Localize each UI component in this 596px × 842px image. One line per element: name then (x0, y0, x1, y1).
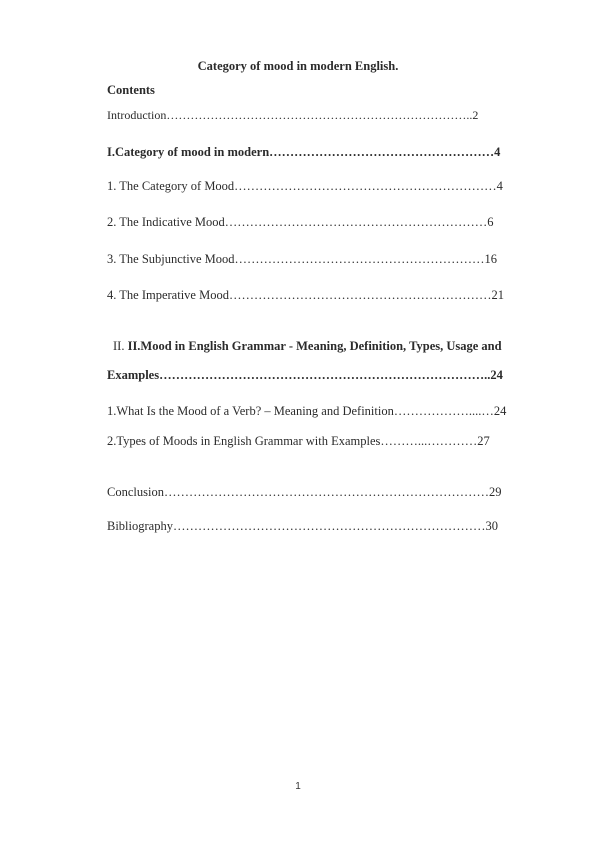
toc-entry-part-1: I.Category of mood in modern………………………………………………4 (107, 145, 501, 159)
toc-entry-mood-of-a-verb: 1.What Is the Mood of a Verb? – Meaning and Definition………………....…24 (107, 404, 507, 418)
toc-entry-imperative-mood: 4. The Imperative Mood………………………………………………………21 (107, 288, 504, 302)
toc-entry-bibliography: Bibliography…………………………………………………………………30 (107, 519, 498, 533)
toc-entry-introduction (107, 107, 478, 123)
page-number: 1 (295, 781, 301, 792)
toc-entry-part-2-continued: Examples……………………………………………………………………..24 (107, 368, 503, 382)
toc-entry-subjunctive-mood: 3. The Subjunctive Mood……………………………………………………16 (107, 252, 498, 266)
toc-entry-prefix: II. (113, 339, 128, 353)
toc-entry-indicative-mood: 2. The Indicative Mood………………………………………………………6 (107, 215, 494, 229)
document-title: Category of mood in modern English. (197, 59, 399, 73)
toc-entry-conclusion: Conclusion……………………………………………………………………29 (107, 485, 502, 499)
toc-entry-text: II.Mood in English Grammar - Meaning, Definition, Types, Usage and (127, 339, 502, 353)
contents-heading: Contents (107, 83, 155, 97)
toc-entry-types-of-moods: 2.Types of Moods in English Grammar with Examples………...…………27 (107, 434, 490, 448)
toc-entry-part-2 (113, 338, 502, 354)
toc-entry-category-of-mood: 1. The Category of Mood………………………………………………………4 (107, 179, 503, 193)
toc-entry-text: Introduction…………………………………………………………………..2 (107, 108, 479, 122)
